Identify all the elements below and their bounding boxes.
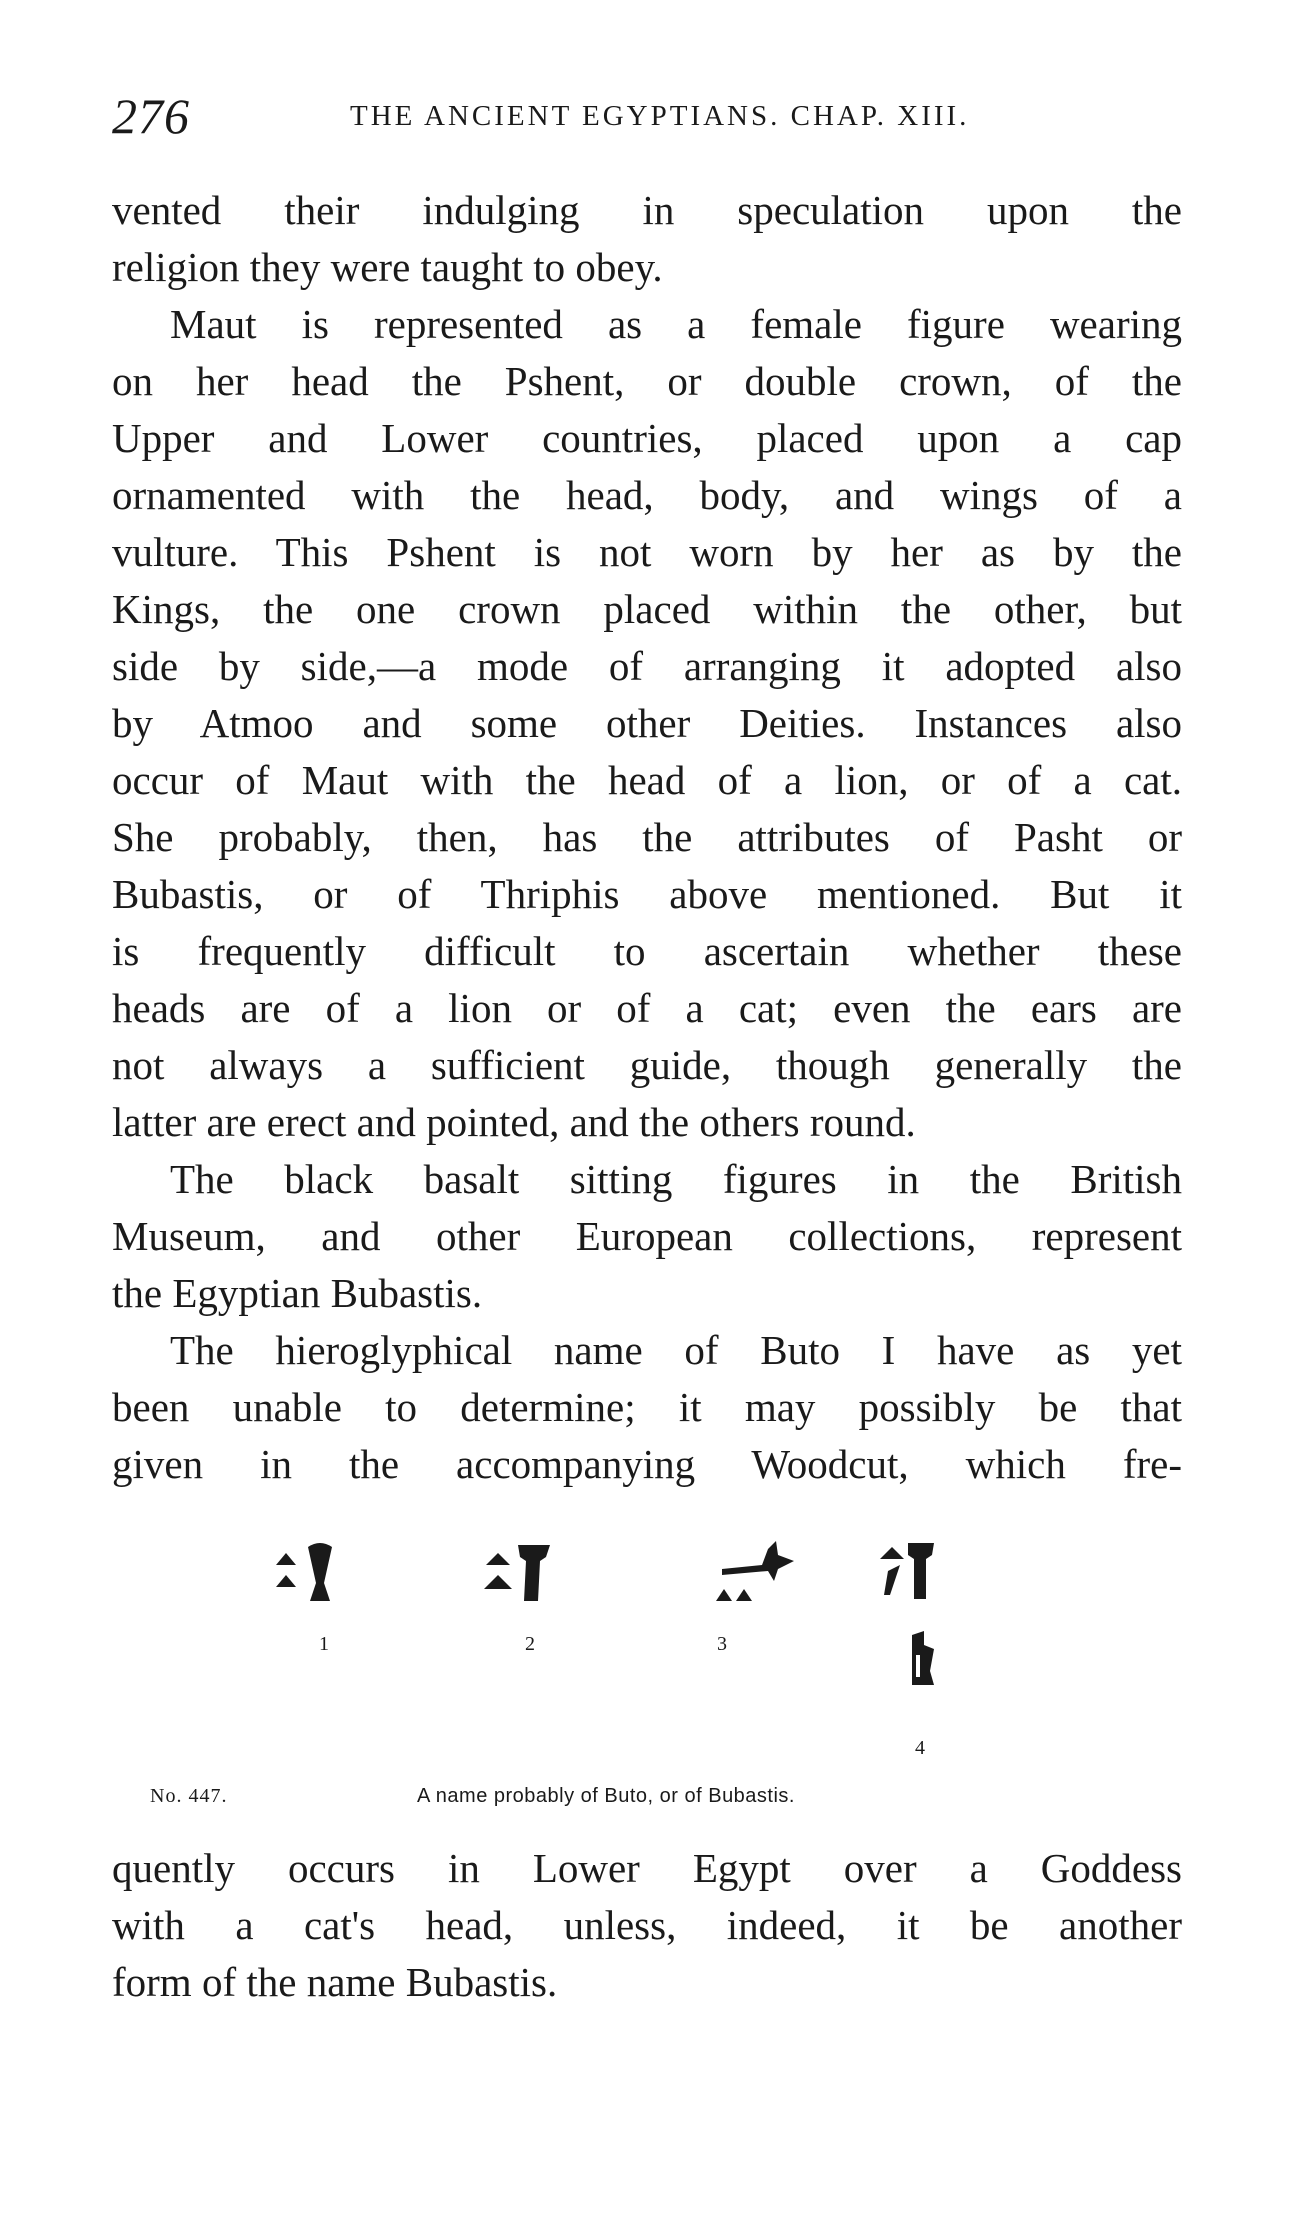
figure-caption: A name probably of Buto, or of Bubastis. [417,1785,795,1807]
woodcut-figure [112,1535,1182,1815]
page-header [112,86,1182,146]
figure-label-2: 2 [525,1633,535,1655]
body-text-top [112,182,1182,1493]
running-head: THE ANCIENT EGYPTIANS. CHAP. XIII. [350,100,970,132]
hieroglyph-group-2 [482,1535,562,1610]
text-line: form of the name Bubastis. [112,1959,558,2005]
text-line: The hieroglyphical name of Buto I have as yet [170,1327,1182,1373]
figure-number: No. 447. [150,1785,228,1807]
text-line: side by side,—a mode of arranging it adopted also [112,643,1182,689]
text-line: Museum, and other European collections, represent [112,1213,1182,1259]
text-line: with a cat's head, unless, indeed, it be another [112,1902,1182,1948]
hieroglyph-group-3 [702,1535,802,1610]
figure-label-1: 1 [319,1633,329,1655]
text-line: quently occurs in Lower Egypt over a Goddess [112,1845,1182,1891]
text-line: given in the accompanying Woodcut, which fre- [112,1441,1182,1487]
hieroglyph-group-1 [272,1535,352,1610]
text-line: latter are erect and pointed, and the others round. [112,1099,916,1145]
text-line: Kings, the one crown placed within the other, but [112,586,1182,632]
text-line: vulture. This Pshent is not worn by her as by the [112,529,1182,575]
body-text-bottom [112,1840,1182,2011]
text-line: is frequently difficult to ascertain whether these [112,928,1182,974]
text-line: ornamented with the head, body, and wings of a [112,472,1182,518]
text-line: Maut is represented as a female figure wearing [170,301,1182,347]
page-number: 276 [112,88,190,144]
text-line: Upper and Lower countries, placed upon a cap [112,415,1182,461]
text-line: on her head the Pshent, or double crown, of the [112,358,1182,404]
text-line: been unable to determine; it may possibly be that [112,1384,1182,1430]
text-line: the Egyptian Bubastis. [112,1270,483,1316]
figure-label-4: 4 [915,1737,925,1759]
text-line: not always a sufficient guide, though generally the [112,1042,1182,1088]
text-line: She probably, then, has the attributes of Pasht or [112,814,1182,860]
hieroglyph-group-4 [874,1535,954,1735]
text-line: vented their indulging in speculation upon the [112,187,1182,233]
text-line: religion they were taught to obey. [112,244,663,290]
text-line: occur of Maut with the head of a lion, or of a cat. [112,757,1182,803]
text-line: by Atmoo and some other Deities. Instances also [112,700,1182,746]
text-line: heads are of a lion or of a cat; even the ears are [112,985,1182,1031]
text-line: Bubastis, or of Thriphis above mentioned. But it [112,871,1182,917]
text-line: The black basalt sitting figures in the British [170,1156,1182,1202]
figure-label-3: 3 [717,1633,727,1655]
